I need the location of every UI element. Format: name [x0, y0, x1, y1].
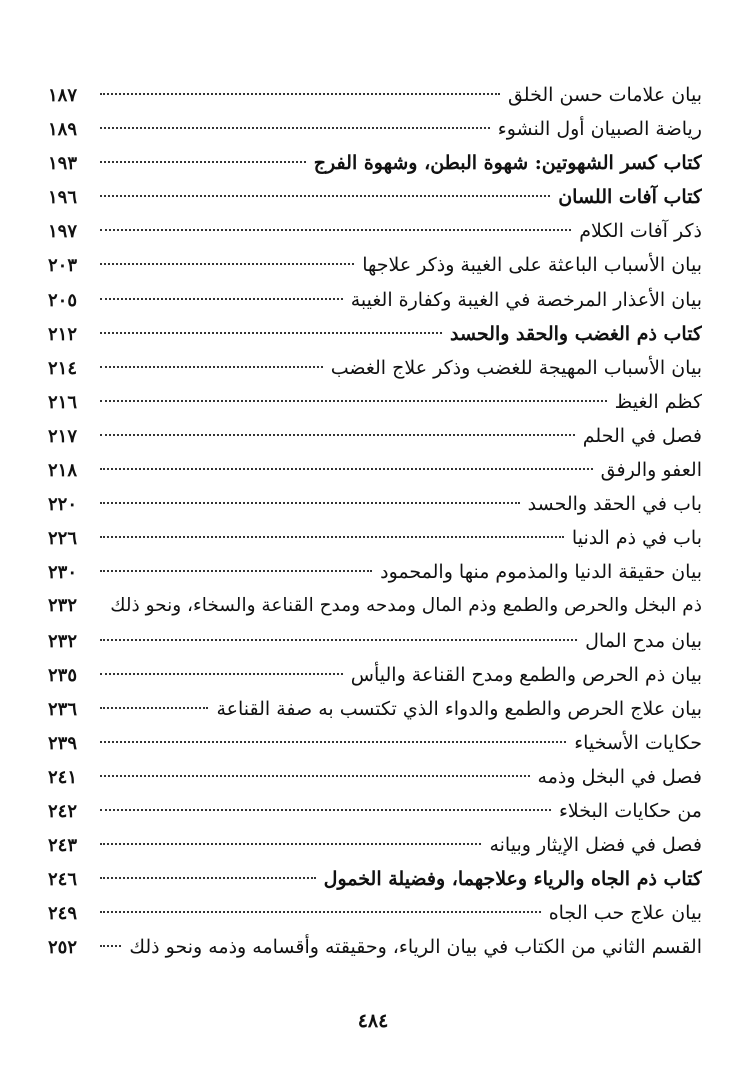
toc-entry-page: ٢٥٢ — [48, 937, 78, 959]
toc-entry-title: كظم الغيظ — [614, 390, 702, 413]
toc-entry — [48, 760, 702, 794]
toc-entry-page: ١٩٣ — [48, 153, 78, 175]
dot-leader — [100, 161, 306, 163]
dot-leader — [100, 93, 500, 95]
toc-entry-page: ٢٣٢ — [48, 630, 78, 652]
toc-entry-page: ٢٤٢ — [48, 800, 78, 822]
toc-entry-page: ٢٣٦ — [48, 698, 78, 720]
toc-entry-page: ١٩٧ — [48, 221, 78, 243]
dot-leader — [100, 298, 343, 300]
toc-entry-title: بيان علاج حب الجاه — [548, 902, 702, 925]
toc-entry-page: ٢٣٢ — [48, 595, 78, 617]
toc-entry — [48, 930, 702, 964]
toc-entry — [48, 112, 702, 146]
dot-leader — [100, 195, 550, 197]
toc-entry-title: القسم الثاني من الكتاب في بيان الرياء، وحقيقته وأقسامه وذمه ونحو ذلك — [129, 936, 702, 959]
page-number: ٤٨٤ — [357, 1010, 389, 1032]
dot-leader — [100, 945, 121, 947]
toc-entry-title: العفو والرفق — [600, 459, 702, 482]
toc-entry-page: ٢٤٩ — [48, 903, 78, 925]
dot-leader — [100, 263, 354, 265]
toc-entry — [48, 624, 702, 658]
toc-entry-title: فصل في الحلم — [582, 424, 702, 447]
toc-entry — [48, 419, 702, 453]
toc-entry-page: ٢١٨ — [48, 460, 78, 482]
toc-entry-title: ذكر آفات الكلام — [579, 220, 702, 243]
toc-entry-title: رياضة الصبيان أول النشوء — [497, 118, 702, 141]
toc-entry-title: كتاب آفات اللسان — [558, 186, 702, 209]
toc-entry-page: ٢٢٦ — [48, 528, 78, 550]
table-of-contents — [48, 78, 702, 964]
toc-book-heading — [48, 180, 702, 214]
dot-leader — [100, 468, 593, 470]
toc-entry — [48, 521, 702, 555]
toc-entry-title: من حكايات البخلاء — [558, 799, 702, 822]
toc-entry-title: كتاب كسر الشهوتين: شهوة البطن، وشهوة الفرج — [313, 152, 702, 175]
toc-entry-page: ٢١٦ — [48, 391, 78, 413]
dot-leader — [100, 673, 343, 675]
toc-entry — [48, 658, 702, 692]
toc-entry-page: ٢٣٩ — [48, 732, 78, 754]
toc-entry-title: بيان الأسباب المهيجة للغضب وذكر علاج الغضب — [330, 356, 702, 379]
toc-entry-title: ذم البخل والحرص والطمع وذم المال ومدحه ومدح القناعة والسخاء، ونحو ذلك — [110, 595, 702, 617]
dot-leader — [100, 809, 551, 811]
toc-entry-page: ٢١٢ — [48, 323, 78, 345]
toc-entry — [48, 589, 702, 623]
dot-leader — [100, 366, 323, 368]
toc-entry-title: كتاب ذم الجاه والرياء وعلاجهما، وفضيلة الخمول — [323, 868, 702, 891]
toc-entry-page: ٢٠٣ — [48, 255, 78, 277]
toc-entry — [48, 726, 702, 760]
dot-leader — [100, 741, 566, 743]
toc-book-heading — [48, 146, 702, 180]
toc-entry-title: بيان علاج الحرص والطمع والدواء الذي تكتسب به صفة القناعة — [216, 697, 702, 720]
toc-entry-title: كتاب ذم الغضب والحقد والحسد — [449, 322, 702, 345]
toc-entry-page: ١٩٦ — [48, 187, 78, 209]
toc-entry — [48, 453, 702, 487]
toc-entry-title: باب في الحقد والحسد — [527, 493, 702, 516]
toc-entry-title: بيان الأسباب الباعثة على الغيبة وذكر علاجها — [362, 254, 702, 277]
toc-entry-page: ١٨٧ — [48, 85, 78, 106]
dot-leader — [100, 877, 316, 879]
toc-entry-page: ٢٤١ — [48, 766, 78, 788]
toc-entry — [48, 214, 702, 248]
toc-entry-page: ٢١٤ — [48, 357, 78, 379]
toc-entry-page: ٢٣٠ — [48, 562, 78, 584]
dot-leader — [100, 332, 442, 334]
toc-entry — [48, 351, 702, 385]
dot-leader — [100, 229, 571, 231]
toc-entry — [48, 692, 702, 726]
dot-leader — [100, 400, 607, 402]
toc-entry — [48, 555, 702, 589]
toc-entry-page: ٢٣٥ — [48, 664, 78, 686]
toc-entry-title: بيان مدح المال — [585, 629, 702, 652]
toc-entry-page: ٢٤٦ — [48, 869, 78, 891]
dot-leader — [100, 127, 490, 129]
toc-entry-title: حكايات الأسخياء — [574, 731, 702, 754]
toc-entry-page: ٢٤٣ — [48, 835, 78, 857]
toc-entry-page: ٢٠٥ — [48, 289, 78, 311]
toc-entry-title: بيان الأعذار المرخصة في الغيبة وكفارة الغيبة — [350, 288, 702, 311]
toc-entry — [48, 487, 702, 521]
toc-book-heading — [48, 317, 702, 351]
toc-entry-title: بيان ذم الحرص والطمع ومدح القناعة واليأس — [350, 663, 702, 686]
dot-leader — [100, 911, 541, 913]
dot-leader — [100, 843, 481, 845]
dot-leader — [100, 775, 530, 777]
toc-entry — [48, 283, 702, 317]
toc-entry — [48, 248, 702, 282]
toc-entry-title: بيان حقيقة الدنيا والمذموم منها والمحمود — [380, 561, 702, 584]
toc-entry-title: بيان علامات حسن الخلق — [507, 84, 702, 106]
toc-entry-title: باب في ذم الدنيا — [571, 527, 702, 550]
toc-entry-page: ٢٢٠ — [48, 494, 78, 516]
toc-entry-page: ٢١٧ — [48, 425, 78, 447]
dot-leader — [100, 707, 208, 709]
toc-entry — [48, 896, 702, 930]
dot-leader — [100, 502, 520, 504]
toc-entry — [48, 385, 702, 419]
dot-leader — [100, 639, 577, 641]
toc-entry — [48, 78, 702, 112]
dot-leader — [100, 536, 564, 538]
toc-entry-title: فصل في البخل وذمه — [537, 765, 702, 788]
dot-leader — [100, 570, 372, 572]
toc-entry — [48, 794, 702, 828]
toc-entry-page: ١٨٩ — [48, 119, 78, 141]
dot-leader — [100, 434, 575, 436]
toc-entry-title: فصل في فضل الإيثار وبيانه — [489, 834, 702, 857]
toc-book-heading — [48, 862, 702, 896]
toc-entry — [48, 828, 702, 862]
